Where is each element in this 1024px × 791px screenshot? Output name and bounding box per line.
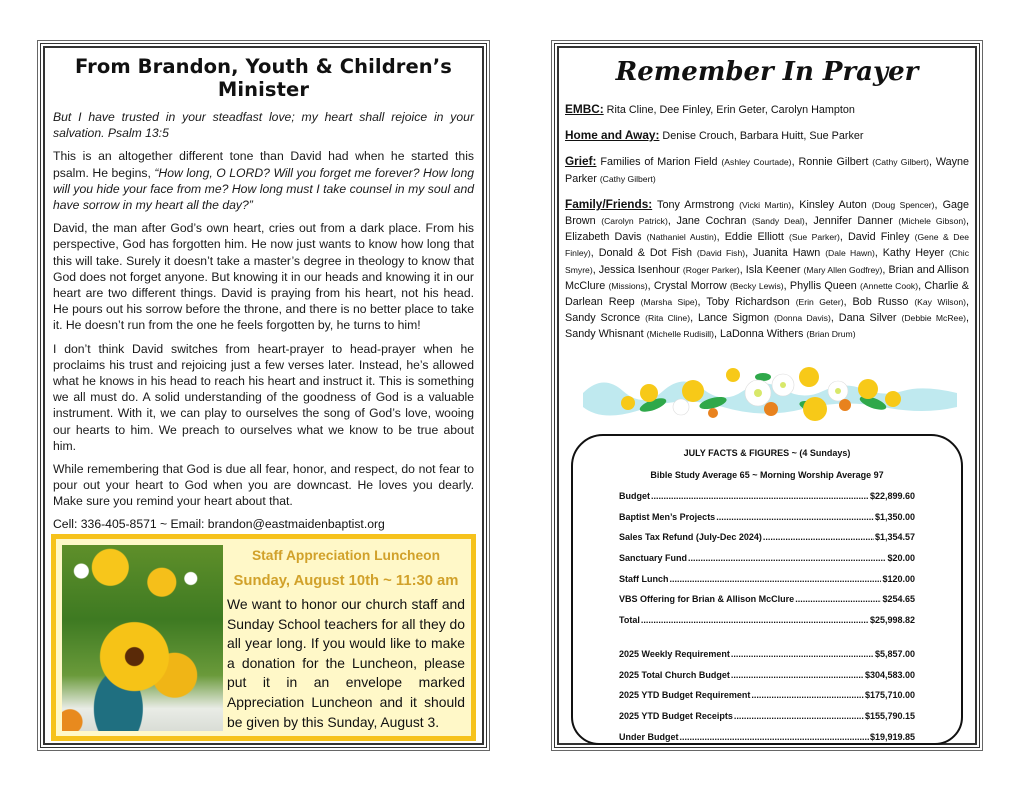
scripture-verse (53, 109, 474, 141)
luncheon-announcement (51, 534, 476, 741)
fact-row (619, 553, 915, 574)
prayer-person-name: Isla Keener (745, 263, 804, 276)
prayer-person-contact: (Michele Gibson) (898, 216, 966, 227)
prayer-person-name: Lance Sigmon (698, 312, 774, 325)
facts-list (619, 491, 915, 752)
fact-row (619, 532, 915, 553)
grief-label: Grief: (565, 154, 597, 169)
article-title: From Brandon, Youth & Children’s Minister (74, 55, 452, 101)
budget-label: 2025 YTD Budget Requirement (619, 690, 751, 701)
prayer-person-name: Ronnie Gilbert (798, 156, 873, 169)
prayer-family-friends: Family/Friends: Tony Armstrong (Vicki Martin), Kinsley Auton (Doug Spencer), Gage Brown (Carolyn Patrick), Jane Cochran (Sandy Deal), Jennifer Danner (Michele Gibson), Elizabeth Davis (Nathaniel Austin), Eddie Elliott (Sue Parker), David Finley (Gene & Dee Finley), Donald & Dot Fish (David Fish), Juanita Hawn (Dale Hawn), Kathy Heyer (Chic Smyre), Jessica Isenhour (Roger Parker), Isla Keener (Mary Allen Godfrey), Brian and Allison McClure (Missions), Crystal Morrow (Becky Lewis), Phyllis Queen (Annette Cook), Charlie & Darlean Reep (Marsha Sipe), Toby Richardson (Erin Geter), Bob Russo (Kay Wilson), Sandy Scronce (Rita Cline), Lance Sigmon (Donna Davis), Dana Silver (Debbie McRee), Sandy Whisnant (Michelle Rudisill), LaDonna Withers (Brian Drum) (565, 196, 970, 341)
fact-label: Baptist Men’s Projects (619, 511, 716, 522)
prayer-person-name: Charlie & Darlean Reep (565, 279, 969, 309)
prayer-person-name: Jennifer Danner (813, 215, 899, 228)
prayer-person-name: Sandy Whisnant (565, 328, 647, 341)
home-away-label: Home and Away: (565, 128, 660, 143)
budget-amount: $304,583.00 (864, 669, 915, 680)
budget-amount: $19,919.85 (869, 731, 915, 742)
prayer-person-name: LaDonna Withers (719, 328, 807, 341)
prayer-person-name: Gage Brown (565, 198, 969, 228)
prayer-person-contact: (Sandy Deal) (751, 216, 805, 227)
budget-row (619, 649, 915, 670)
prayer-person-contact: (Rita Cline) (645, 313, 691, 324)
prayer-person-contact: (Vicki Martin) (739, 199, 792, 210)
prayer-person-contact: (Carolyn Patrick) (601, 216, 668, 227)
luncheon-text (227, 543, 465, 732)
prayer-person-name: Elizabeth Davis (565, 231, 647, 244)
fact-label: Budget (619, 491, 650, 501)
prayer-embc (565, 101, 969, 118)
fact-label: Sanctuary Fund (619, 553, 688, 564)
prayer-person-contact: (Michelle Rudisill) (646, 329, 714, 340)
article-paragraph-2: David, the man after God’s own heart, cries out from a dark place. From his perspective, God has forgotten him. He now just wants to know how long that this will take. Surely it doesn’t take a master’s degree in theology to know that God does not forget anyone. But knowing it in our heads and knowing it in our heart are two different things. David is praying from his heart, not his head. He pours out his sorrow before the throne, and there is no better place to take it. He doesn’t run from the one he feels forgotten by, he turns to him! (53, 221, 474, 333)
prayer-person-name: Crystal Morrow (653, 279, 730, 292)
prayer-person-name: Jessica Isenhour (598, 263, 683, 276)
budget-label: 2025 Weekly Requirement (619, 648, 730, 659)
prayer-grief: Grief: Families of Marion Field (Ashley Courtade), Ronnie Gilbert (Cathy Gilbert), Wayne Parker (Cathy Gilbert) (565, 154, 970, 185)
luncheon-body: We want to honor our church staff and Sunday School teachers for all they do all year long. If you would like to make a donation for the Luncheon, please put it in an envelope marked Appreciation Luncheon and it should be given by this Sunday, August 3. (227, 596, 465, 730)
paragraph-intro: This is an altogether different tone than David had when he started this psalm. He begins, (53, 149, 474, 180)
fact-amount: $254.65 (882, 594, 915, 605)
flower-garland-decoration (583, 363, 957, 423)
fact-row-total (619, 615, 915, 636)
luncheon-title: Staff Appreciation Luncheon (251, 548, 441, 563)
prayer-person-contact: (Debbie McRee) (901, 313, 966, 324)
prayer-person-name: Eddie Elliott (724, 231, 789, 244)
prayer-person-name: Brian and Allison McClure (565, 263, 969, 292)
prayer-person-name: Tony Armstrong (657, 198, 740, 211)
article-paragraph-1 (53, 148, 474, 213)
budget-row (619, 690, 915, 711)
fact-amount: $1,350.00 (874, 511, 915, 522)
prayer-person-contact: (Cathy Gilbert) (599, 173, 656, 184)
fact-row (619, 594, 915, 615)
budget-amount: $175,710.00 (864, 690, 915, 701)
budget-row-under (619, 732, 915, 753)
prayer-list-panel (554, 43, 980, 748)
fact-label: Total (619, 615, 640, 626)
prayer-person-contact: (Nathaniel Austin) (646, 232, 717, 243)
contact-info: Cell: 336-405-8571 ~ Email: brandon@eastmaidenbaptist.org (53, 516, 385, 531)
article-paragraph-4: While remembering that God is due all fear, honor, and respect, do not fear to pour out your heart to God when you are downcast. He loves you dearly. Make sure you remind your heart about that. (53, 462, 474, 509)
prayer-person-name: Bob Russo (852, 296, 915, 309)
fact-amount: $22,899.60 (869, 491, 915, 501)
prayer-person-name: Kinsley Auton (799, 198, 872, 211)
fact-row (619, 512, 915, 533)
prayer-person-contact: (Dale Hawn) (825, 248, 875, 259)
embc-names: Rita Cline, Dee Finley, Erin Geter, Carolyn Hampton (606, 104, 855, 116)
facts-and-figures-box (571, 434, 963, 745)
prayer-person-name: Donald & Dot Fish (598, 247, 697, 260)
prayer-person-contact: (Missions) (608, 280, 648, 291)
prayer-person-name: Kathy Heyer (882, 247, 949, 260)
psalm-quote: “How long, O LORD? Will you forget me forever? How long will you hide your face from me? How long must I take counsel in my soul and have sorrow in my heart all the day?” (53, 165, 474, 213)
fact-label: Staff Lunch (619, 573, 669, 584)
sunflower-photo (62, 545, 223, 731)
facts-title: JULY FACTS & FIGURES ~ (4 Sundays) (683, 448, 851, 458)
prayer-person-name: Juanita Hawn (752, 247, 826, 260)
budget-label: 2025 Total Church Budget (619, 669, 730, 680)
fact-amount: $20.00 (887, 553, 915, 564)
fact-label: Sales Tax Refund (July-Dec 2024) (619, 532, 762, 543)
prayer-person-contact: (David Fish) (696, 248, 746, 259)
fact-amount: $25,998.82 (869, 615, 915, 626)
budget-row (619, 670, 915, 691)
fact-row (619, 574, 915, 595)
fact-amount: $1,354.57 (874, 532, 915, 543)
prayer-person-contact: (Donna Davis) (773, 313, 831, 324)
prayer-home-away (565, 127, 969, 144)
prayer-person-name: David Finley (847, 231, 915, 244)
prayer-person-name: Jane Cochran (676, 215, 752, 228)
fact-amount: $120.00 (882, 573, 915, 584)
fact-row (619, 491, 915, 512)
prayer-person-name: Wayne Parker (565, 156, 970, 185)
budget-amount: $155,790.15 (864, 710, 915, 721)
prayer-person-contact: (Annette Cook) (860, 280, 919, 291)
prayer-person-contact: (Chic Smyre) (565, 248, 969, 275)
facts-attendance: Bible Study Average 65 ~ Morning Worship Average 97 (650, 470, 884, 480)
prayer-person-contact: (Erin Geter) (795, 297, 844, 308)
prayer-person-contact: (Brian Drum) (806, 329, 856, 340)
prayer-person-contact: (Kay Wilson) (914, 297, 966, 308)
article-paragraph-3: I don’t think David switches from heart-prayer to head-prayer when he proclaims his trust and rejoicing just a few verses later. Instead, he’s allowed what he knows in his head to reach his heart and instruct it. This is something we all must do. A solid understanding of the goodness of God is a valuable instrument. With it, we can play to ourselves the song of God’s love, wooing our hearts to him. We preach to ourselves what we know to be true about him. (53, 341, 474, 453)
prayer-person-contact: (Marsha Sipe) (640, 297, 698, 308)
prayer-person-name: Sandy Scronce (565, 312, 646, 325)
prayer-person-contact: (Gene & Dee Finley) (565, 232, 970, 259)
prayer-person-contact: (Doug Spencer) (871, 199, 935, 210)
home-away-names: Denise Crouch, Barbara Huitt, Sue Parker (662, 130, 864, 143)
fact-label: VBS Offering for Brian & Allison McClure (619, 594, 795, 605)
budget-row (619, 711, 915, 732)
prayer-person-name: Families of Marion Field (600, 156, 722, 169)
prayer-person-name: Phyllis Queen (789, 279, 861, 292)
budget-label: 2025 YTD Budget Receipts (619, 710, 733, 721)
prayer-person-name: Toby Richardson (706, 296, 796, 309)
budget-amount: $5,857.00 (874, 648, 915, 659)
budget-label: Under Budget (619, 731, 679, 742)
prayer-person-contact: (Mary Allen Godfrey) (803, 264, 883, 275)
luncheon-date: Sunday, August 10th ~ 11:30 am (233, 573, 459, 589)
embc-label: EMBC: (565, 102, 604, 116)
prayer-person-contact: (Becky Lewis) (729, 280, 784, 291)
prayer-person-contact: (Ashley Courtade) (721, 157, 792, 168)
minister-article-panel (40, 43, 487, 748)
prayer-person-contact: (Sue Parker) (789, 232, 840, 243)
prayer-person-contact: (Cathy Gilbert) (872, 157, 929, 168)
prayer-person-contact: (Roger Parker) (682, 264, 740, 275)
prayer-title: Remember In Prayer (615, 57, 919, 87)
prayer-person-name: Dana Silver (838, 312, 902, 325)
verse-text: But I have trusted in your steadfast love; my heart shall rejoice in your salvation. Psalm 13:5 (53, 110, 474, 141)
family-friends-label: Family/Friends: (565, 196, 653, 211)
